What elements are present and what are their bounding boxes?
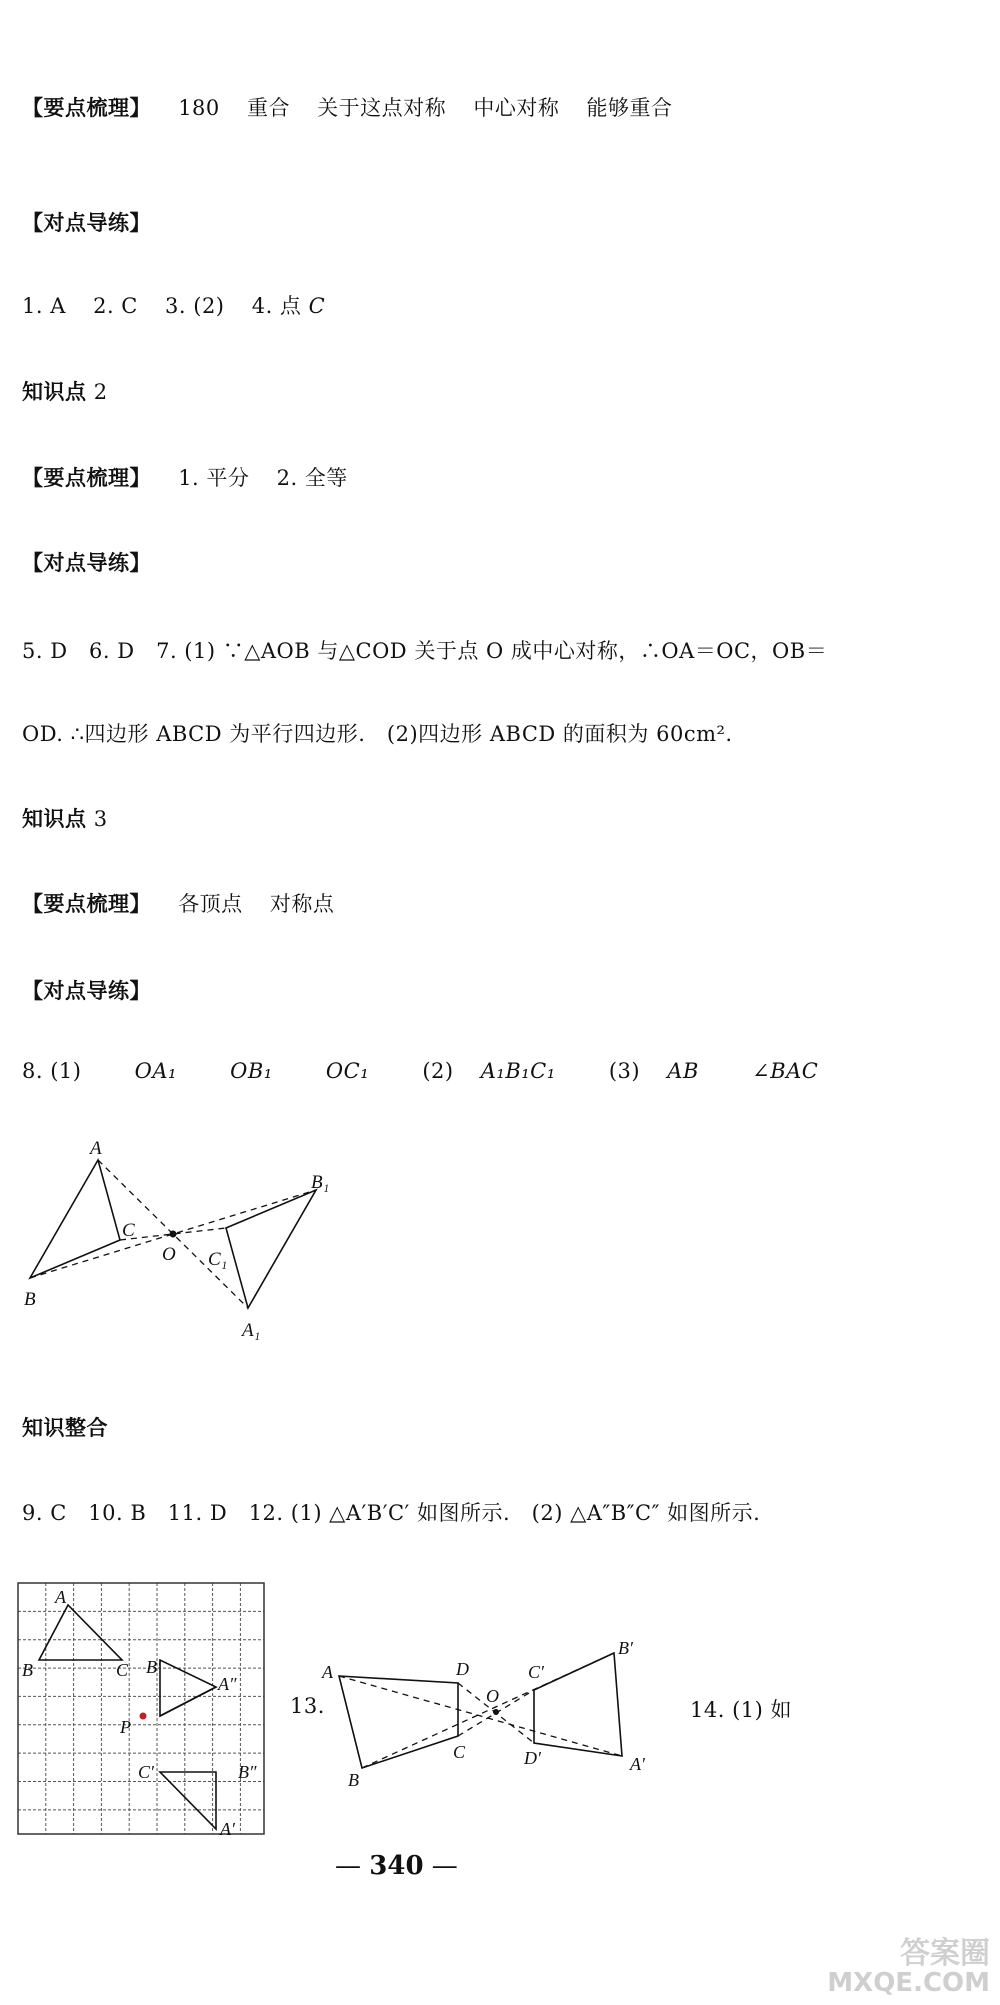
answer-1: 1. A (22, 294, 66, 318)
practice-tag-1: 【对点导练】 (22, 211, 151, 235)
answer-item: 中心对称 (473, 96, 560, 120)
heading-text: 知识点 (22, 807, 87, 831)
question-13-number: 13. (290, 1694, 325, 1718)
label-a1: A₁ (242, 1320, 261, 1341)
label-a: A (90, 1138, 102, 1159)
answer-8-part: 8. (1) (22, 1059, 82, 1083)
answer-8 (22, 1059, 818, 1083)
answer-8-part: OC₁ (325, 1059, 370, 1083)
answer-7-continued: OD. ∴四边形 ABCD 为平行四边形. (2)四边形 ABCD 的面积为 60cm². (22, 722, 733, 746)
label-c: C (122, 1220, 135, 1241)
answer-item: 重合 (246, 96, 290, 120)
quad-label-d-prime: D′ (524, 1748, 541, 1768)
quad-label-c: C (453, 1742, 466, 1762)
answer-4-point: C (308, 294, 326, 318)
answer-3: 3. (2) (165, 294, 225, 318)
answer-item: 能够重合 (586, 96, 673, 120)
figure-quadrilateral-symmetry (318, 1640, 678, 1790)
answer-2: 2. C (93, 294, 138, 318)
grid-label-c: C (116, 1660, 129, 1680)
triangle-c1-b2-a1 (160, 1772, 216, 1829)
dashed-lines (339, 1653, 622, 1768)
triangle-abc (30, 1160, 120, 1278)
grid-label-a: A (55, 1587, 66, 1607)
quad-label-a: A (322, 1662, 333, 1682)
grid (18, 1583, 264, 1834)
center-point-o (493, 1709, 499, 1715)
label-c1: C₁ (208, 1249, 228, 1270)
grid-label-b: B (22, 1660, 33, 1680)
answer-item: 对称点 (269, 892, 335, 916)
knowledge-point-2-heading (22, 376, 108, 406)
answers-5-7: 5. D 6. D 7. (1) ∵△AOB 与△COD 关于点 O 成中心对称，∴OA＝OC，OB＝ (22, 639, 828, 663)
answer-item: 1. 平分 (178, 466, 250, 490)
grid-border (18, 1583, 264, 1834)
key-points-line-1 (22, 92, 673, 122)
knowledge-point-3-heading (22, 803, 108, 833)
figure-central-symmetry-triangles (0, 1130, 360, 1370)
key-points-line-2 (22, 462, 348, 492)
triangle-a1b1c1 (226, 1190, 316, 1308)
grid-label-b-prime: B′ (146, 1657, 161, 1677)
answer-8-part: (2) (422, 1059, 454, 1083)
answer-4: 4. 点 (251, 294, 302, 318)
grid-label-a-prime: A′ (220, 1819, 235, 1839)
heading-number: 2 (93, 380, 108, 404)
site-watermark (827, 1938, 990, 1997)
answer-item: 180 (178, 96, 220, 120)
heading-number: 3 (93, 807, 108, 831)
center-point-o (170, 1231, 177, 1238)
quad-label-b-prime: B′ (618, 1640, 633, 1658)
answer-item: 各顶点 (178, 892, 243, 916)
grid-label-a-double-prime: A″ (218, 1674, 237, 1694)
quadrilateral-abcd-prime (534, 1653, 622, 1756)
grid-label-p: P (120, 1717, 131, 1737)
page-number-value: 340 (369, 1851, 424, 1881)
watermark-logo-text: 答案圈 (900, 1936, 990, 1972)
key-points-line-3 (22, 888, 334, 918)
figure-grid-rotation (10, 1575, 272, 1842)
answers-9-12: 9. C 10. B 11. D 12. (1) △A′B′C′ 如图所示. (2) △A″B″C″ 如图所示. (22, 1501, 761, 1525)
grid-label-c-prime: C′ (138, 1762, 154, 1782)
grid-label-b-double-prime: B″ (238, 1762, 257, 1782)
point-p (140, 1713, 147, 1720)
triangle-abc-grid (39, 1605, 122, 1660)
practice-tag-3: 【对点导练】 (22, 979, 151, 1003)
answer-8-part: (3) (608, 1059, 641, 1083)
quad-label-a-prime: A′ (630, 1754, 645, 1774)
quad-label-o: O (486, 1686, 499, 1706)
answers-1-4 (22, 290, 325, 320)
label-o: O (162, 1244, 176, 1265)
answer-item: 2. 全等 (276, 466, 348, 490)
watermark-url: MXQE.COM (827, 1967, 990, 1998)
key-points-tag: 【要点梳理】 (22, 96, 151, 120)
quad-label-b: B (348, 1770, 359, 1790)
heading-text: 知识点 (22, 380, 87, 404)
quadrilateral-abcd (339, 1676, 458, 1768)
answer-8-part: ∠BAC (752, 1059, 819, 1083)
label-b1: B₁ (311, 1172, 330, 1193)
page-number: — 340 — (335, 1851, 458, 1881)
quad-label-d: D (456, 1659, 469, 1679)
answer-8-part: AB (667, 1059, 699, 1083)
quad-label-c-prime: C′ (528, 1662, 544, 1682)
knowledge-integration-heading: 知识整合 (22, 1416, 108, 1440)
label-b: B (24, 1289, 36, 1310)
answer-item: 关于这点对称 (317, 96, 447, 120)
question-14-start: 14. (1) 如 (690, 1698, 792, 1722)
key-points-tag: 【要点梳理】 (22, 892, 151, 916)
answer-8-part: A₁B₁C₁ (480, 1059, 556, 1083)
key-points-tag: 【要点梳理】 (22, 466, 151, 490)
practice-tag-2: 【对点导练】 (22, 551, 151, 575)
answer-8-part: OB₁ (230, 1059, 273, 1083)
answer-8-part: OA₁ (134, 1059, 177, 1083)
